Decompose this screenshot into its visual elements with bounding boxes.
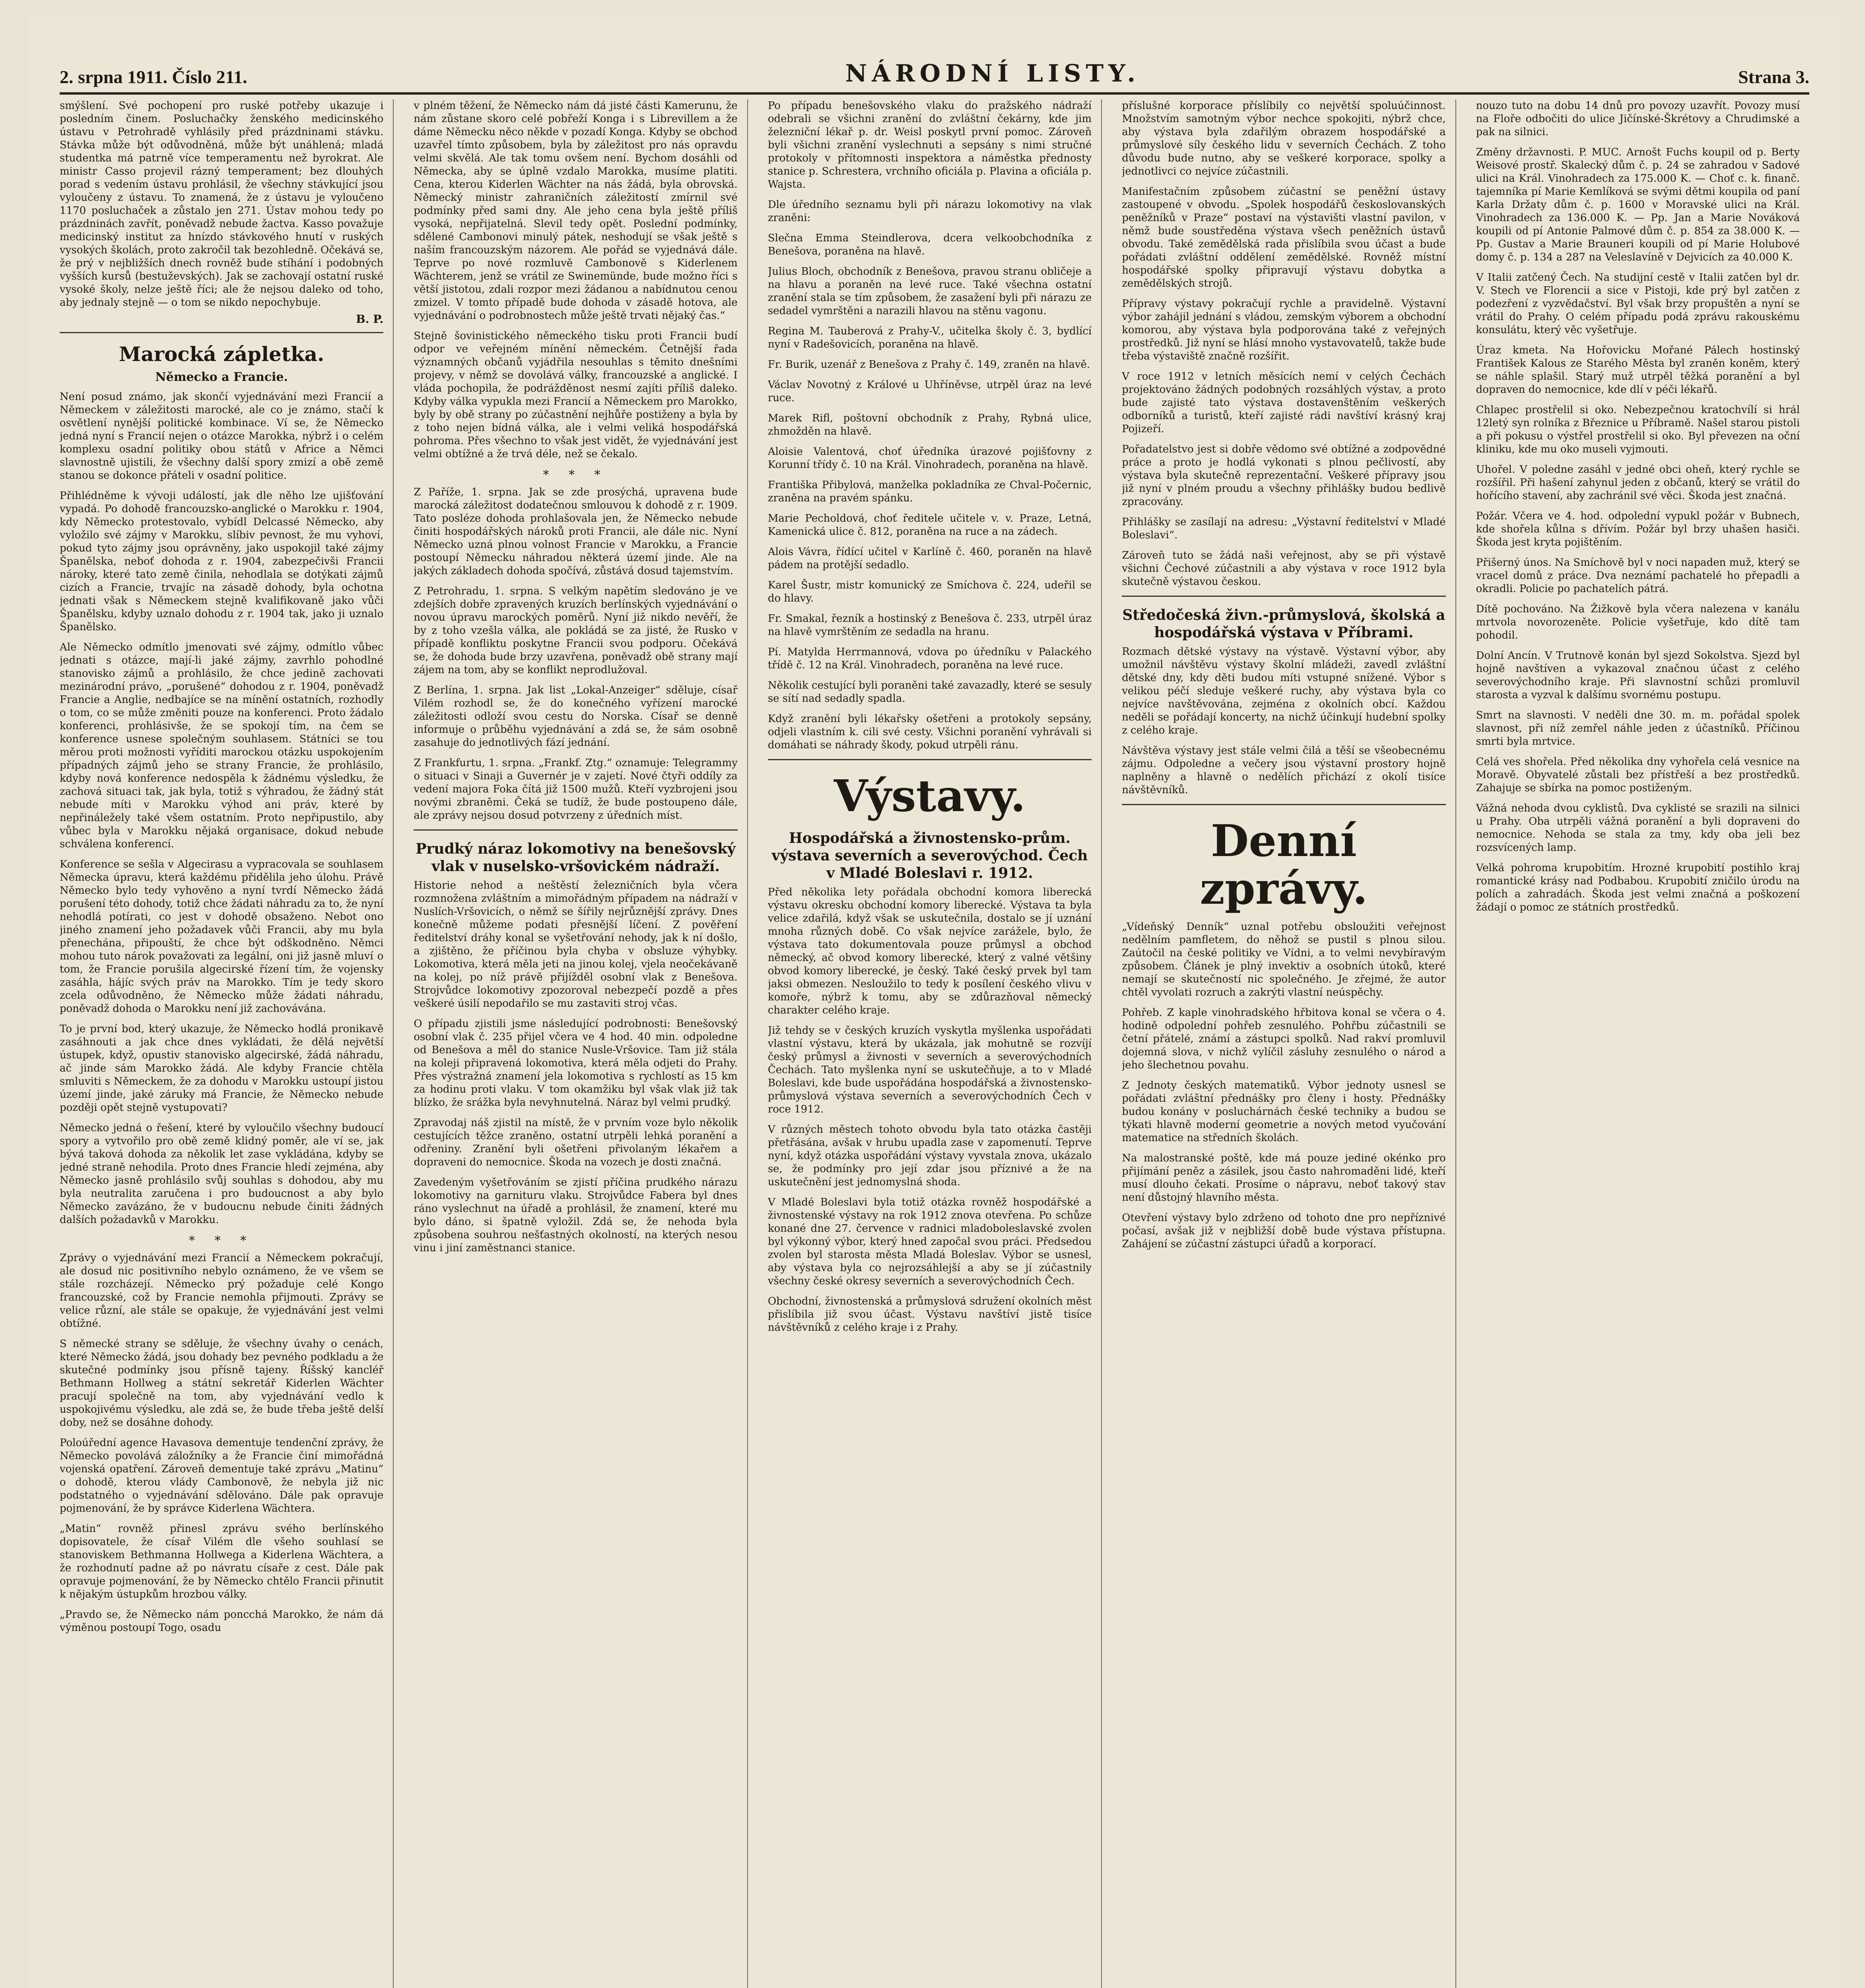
- injured-list-item: Regina M. Tauberová z Prahy-V., učitelka školy č. 3, bydlící nyní v Radešovicích, poraněna na hlavě.: [767, 325, 1092, 350]
- author-signature: B. P.: [356, 313, 384, 326]
- article-headline: Hospodářská a živnostensko-prům. výstava severních a severovýchod. Čech v Mladé Boleslavi r. 1912.: [771, 830, 1088, 881]
- article-paragraph: Otevření výstavy bylo zdrženo od tohoto dne pro nepříznivé počasí, avšak již v nejbližší době bude výstava přístupna. Zahájení se zúčastní zástupci úřadů a korporací.: [1122, 1212, 1446, 1250]
- article-paragraph: Již tehdy se v českých kruzích vyskytla myšlenka uspořádati vlastní výstavu, která by ukázala, jak mohutně se rozvíjí český průmysl a živnosti v severních a severovýchodních Čechách. Tato myšlenka nyní se uskutečňuje, a to v Mladé Boleslavi, kde bude uspořádána hospodářská a živnostensko-průmyslová výstava severních a severovýchodních Čech v roce 1912.: [767, 1025, 1092, 1115]
- news-item: V Italii zatčený Čech. Na studijní cestě v Italii zatčen byl dr. V. Stech ve Florencii a sice v Pistoji, kde prý byl zatčen z podezření z vyzvědačství. Byl však brzy propuštěn a nyní se vrátil do Prahy. O celém případu podá zprávu rakouskému konsulátu, který věc vyšetřuje.: [1476, 272, 1800, 336]
- divider: [1122, 596, 1445, 597]
- article-paragraph: V různých městech tohoto obvodu byla tato otázka častěji přetřásána, avšak v hrubu upadla zase v zapomenutí. Teprve nyní, když otázka uspořádání výstavy vyvstala znova, ukázalo se, že podmínky pro její zdar jsou příznivé a že na uskutečnění jest jednomyslná shoda.: [767, 1124, 1092, 1188]
- injured-list-item: Alois Vávra, řídící učitel v Karlíně č. 460, poraněn na hlavě pádem na protější sedadlo.: [767, 546, 1092, 571]
- divider: [1122, 804, 1445, 805]
- injured-list-item: Aloisie Valentová, choť úředníka úrazové pojišťovny z Korunní třídy č. 10 na Král. Vinohradech, poraněna na hlavě.: [767, 446, 1092, 471]
- article-paragraph: „Vídeňský Denník“ uznal potřebu obsloužiti veřejnost nedělním pamfletem, do něhož se pustil s plnou silou. Zaútočil na české politiky ve Vídni, a to velmi nevybíravým způsobem. Článek je plný invektiv a osobních útoků, které nemají se skutečností nic společného. Je zřejmé, že autor chtěl vyvolati rozruch a zakrýti vlastní neúspěchy.: [1122, 921, 1446, 998]
- divider: [768, 759, 1092, 760]
- newspaper-title: NÁRODNÍ LISTY.: [845, 60, 1140, 87]
- article-paragraph: Zavedeným vyšetřováním se zjistí příčina prudkého nárazu lokomotivy na garnituru vlaku. Strojvůdce Fabera byl dnes ráno vyslechnut na úřadě a prohlásil, že znamení, které mu bylo dáno, si špatně vyložil. Zdá se, že nehoda byla způsobena souhrou nešťastných okolností, na kterých nesou vinu i jiní zaměstnanci stanice.: [414, 1176, 738, 1254]
- section-title: Výstavy.: [833, 770, 1026, 821]
- injured-list-item: Františka Přibylová, manželka pokladníka ze Chval-Počernic, zraněna na pravém spánku.: [767, 479, 1092, 504]
- article-paragraph: Když zranění byli lékařsky ošetřeni a protokoly sepsány, odjeli vlastním k. cili své cesty. Všichni poranění vyhrávali si domáhati se náhrady škody, pokud utrpěli ránu.: [767, 713, 1092, 751]
- article-paragraph: Manifestačním způsobem zúčastní se peněžní ústavy zastoupené v obvodu. „Spolek hospodářů českoslovanských peněžníků v Praze“ postaví na výstavišti vlastní pavilon, v němž bude soustředěna výstava všech peněžních ústavů obvodu. Také zemědělská rada přislíbila svou účast a bude pořádati zvláštní oddělení zemědělské. Rovněž místní hospodářské spolky připravují výstavu dobytka a zemědělských strojů.: [1122, 186, 1446, 289]
- article-paragraph: Dle úředního seznamu byli při nárazu lokomotivy na vlak zraněni:: [767, 199, 1092, 224]
- article-paragraph: Obchodní, živnostenská a průmyslová sdružení okolních měst přislíbila již svou účast. Výstavu navštíví jistě tisíce návštěvníků z celého kraje i z Prahy.: [767, 1295, 1092, 1334]
- article-paragraph: S německé strany se sděluje, že všechny úvahy o cenách, které Německo žádá, jsou dohady bez pevného podkladu a že skutečné podmínky jsou přísně tajeny. Říšský kancléř Bethmann Hollweg a státní sekretář Kiderlen Wächter pracují společně na tom, aby vyjednávání vedlo k uspokojivému výsledku, ale zdá se, že bude třeba ještě delší doby, než se dosáhne dohody.: [60, 1338, 384, 1429]
- column-4: [1122, 99, 1456, 1988]
- news-item: Požár. Včera ve 4. hod. odpolední vypukl požár v Bubnech, kde shořela kůlna s dřívím. Požár byl brzy uhašen hasiči. Škoda jest kryta pojištěním.: [1476, 510, 1800, 548]
- article-headline: Středočeská živn.-průmyslová, školská a hospodářská výstava v Příbrami.: [1122, 607, 1445, 641]
- news-item: Dolní Ancín. V Trutnově konán byl sjezd Sokolstva. Sjezd byl hojně navštíven a vykazoval značnou účast z celého severovýchodního kraje. Při slavnostní schůzi promluvil starosta a vyzval k dalšímu svornému postupu.: [1476, 650, 1800, 701]
- article-paragraph: Zprávy o vyjednávání mezi Francií a Německem pokračují, ale dosud nic positivního nebylo oznámeno, že ve všem se stále rozcházejí. Německo prý požaduje celé Kongo francouzské, což by Francie nemohla přijmouti. Zprávy se velice různí, ale stále se opakuje, že vyjednávání jest velmi obtížné.: [60, 1252, 384, 1330]
- article-paragraph: Přípravy výstavy pokračují rychle a pravidelně. Výstavní výbor zahájil jednání s vládou, zemským výborem a obchodní komorou, aby výstava byla podporována také z veřejných prostředků. Již nyní se hlásí mnoho vystavovatelů, takže bude třeba výstaviště značně rozšířit.: [1122, 298, 1446, 362]
- article-paragraph: Z Berlína, 1. srpna. Jak list „Lokal-Anzeiger“ sděluje, císař Vilém rozhodl se, že do konečného vyřízení marocké záležitosti odloží svou cestu do Norska. Císař se denně informuje o průběhu vyjednávání a zdá se, že sám osobně zasahuje do jednotlivých fází jednání.: [414, 684, 738, 749]
- divider: [414, 829, 737, 831]
- article-paragraph: Historie nehod a neštěstí železničních byla včera rozmnožena zvláštním a mimořádným případem na nádraží v Nuslích-Vršovicích, o němž se šířily nejrůznější zprávy. Dnes konečně můžeme podati přesnější líčení. Z pověření ředitelství dráhy konal se vyšetřování nehody, jak k ní došlo, a zjištěno, že příčinou byla chyba v obsluze výhybky. Lokomotiva, která měla jeti na jinou kolej, vjela neočekávaně na kolej, po níž právě přijížděl osobní vlak z Benešova. Strojvůdce lokomotivy zpozoroval nebezpečí pozdě a přes veškeré úsilí nepodařilo se mu zastaviti stroj včas.: [414, 879, 738, 1010]
- news-item: Uhořel. V poledne zasáhl v jedné obci oheň, který rychle se rozšířil. Při hašení zahynul jeden z občanů, který se vrátil do hořícího stavení, aby zachránil své věci. Škoda jest značná.: [1476, 464, 1800, 502]
- article-paragraph: Pořadatelstvo jest si dobře vědomo své obtížné a zodpovědné práce a proto je hodlá vykonati s plnou pečlivostí, aby výstava byla skutečně reprezentační. Veškeré přípravy jsou již nyní v plném proudu a všechny přihlášky budou bedlivě zpracovány.: [1122, 443, 1446, 508]
- article-paragraph: v plném těžení, že Německo nám dá jisté části Kamerunu, že nám zůstane skoro celé pobřeží Konga i s Librevillem a že dáme Německu něco někde v pozadí Konga. Kdyby se obchod uzavřel tímto způsobem, byla by záležitost pro nás opravdu velmi skvělá. Ale tak tomu ovšem není. Bychom dosáhli od Německa, aby se úplně vzdalo Marokka, musíme platiti. Cena, kterou Kiderlen Wächter na nás žádá, byla obrovská. Německý ministr zahraničních záležitostí zmírnil své podmínky před sami dny. Ale jeho cena byla ještě příliš vysoká, nepřijatelná. Slevil tedy opět. Poslední podmínky, sdělené Cambonovi minulý pátek, neshodují se však ještě s naším francouzským názorem. Ale pořád se vyjednává dále. Teprve po nové rozmluvě Cambonově s Kiderlenem Wächterem, jenž se vrátil ze Swinemünde, bude možno říci s větší jistotou, zdali rozpor mezi žádanou a nabídnutou cenou zmizel. V tomto případě bude dohoda v zásadě hotova, ale vyjednávání o podrobnostech může ještě trvati nějaký čas.“: [414, 100, 738, 322]
- issue-date: 2. srpna 1911. Číslo 211.: [60, 67, 247, 87]
- article-paragraph: Po případu benešovského vlaku do pražského nádraží odebrali se všichni zranění do zvláštní čekárny, kde jim železniční lékař p. dr. Weisl poskytl první pomoc. Zároveň byli všichni zranění vyslechnuti a sepsány s nimi stručné protokoly v přítomnosti inspektora a náměstka přednosty stanice p. Schrestera, vrchního oficiála p. Plavina a oficiála p. Wajsta.: [767, 100, 1092, 190]
- column-1: [60, 99, 394, 1988]
- article-paragraph: Několik cestující byli poraněni také zavazadly, které se sesuly se sítí nad sedadly spadla.: [767, 679, 1092, 705]
- news-item: Vážná nehoda dvou cyklistů. Dva cyklisté se srazili na silnici u Prahy. Oba utrpěli vážná poranění a byli dopraveni do nemocnice. Nehoda se stala za tmy, kdy oba jeli bez rozsvícených lamp.: [1476, 802, 1800, 854]
- news-item: Dítě pochováno. Na Žižkově byla včera nalezena v kanálu mrtvola novorozeněte. Policie vyšetřuje, kdo dítě tam pohodil.: [1476, 603, 1800, 641]
- article-paragraph: Z Frankfurtu, 1. srpna. „Frankf. Ztg.“ oznamuje: Telegrammy o situaci v Sinaji a Guvernér je v zajetí. Nové čtyři oddíly za vedení majora Foka čítá již 1500 mužů. Kteří vyzbrojeni jsou novými zbraněmi. Čeká se tudíž, že bude postoupeno dále, ale zprávy nejsou dosud potvrzeny z úředních míst.: [414, 757, 738, 821]
- injured-list-item: Václav Novotný z Králové u Uhříněvse, utrpěl úraz na levé ruce.: [767, 379, 1092, 404]
- masthead: [60, 44, 1809, 95]
- article-paragraph: Z Jednoty českých matematiků. Výbor jednoty usnesl se pořádati zvláštní přednášky pro členy i hosty. Přednášky budou konány v posluchárnách české techniky a budou se týkati hlavně moderní geometrie a nových metod vyučování matematice na středních školách.: [1122, 1079, 1446, 1144]
- news-item: Změny državnosti. P. MUC. Arnošt Fuchs koupil od p. Berty Weisové prostř. Skalecký dům č. p. 24 se zahradou v Sadové ulici na Král. Vinohradech za 175.000 K. — Choť c. k. finanč. tajemníka pí Marie Kemlíková se svými dětmi koupila od paní Karla Držaty dům č. p. 1600 v Moravské ulici na Král. Vinohradech za 136.000 K. — Pp. Jan a Marie Nováková koupili od pí Antonie Palmové dům č. p. 854 za 38.000 K. — Pp. Gustav a Marie Brauneri koupili od pí Marie Holubové domy č. p. 134 a 287 na Veleslavíně v Dejvicích za 40.000 K.: [1476, 146, 1800, 263]
- news-item: Smrt na slavnosti. V neděli dne 30. m. m. pořádal spolek slavnost, při níž zemřel náhle jeden z účastníků. Příčinou smrti byla mrtvice.: [1476, 709, 1800, 747]
- injured-list-item: Karel Šustr, mistr komunický ze Smíchova č. 224, udeřil se do hlavy.: [767, 579, 1092, 604]
- column-3: [768, 99, 1102, 1988]
- article-paragraph: Z Petrohradu, 1. srpna. S velkým napětím sledováno je ve zdejších dobře zpravených kruzích berlínských vyjednávání o novou úpravu marockých poměrů. Nyní již nikdo nevěří, že by z toho vzešla válka, ale pokládá se za jisté, že Rusko v případě konfliktu poskytne Francii svou podporu. Očekává se, že dohoda bude brzy uzavřena, poněvadž obě strany mají zájem na tom, aby se konflikt neprodlužoval.: [414, 585, 738, 676]
- article-paragraph: Z Paříže, 1. srpna. Jak se zde prosýchá, upravena bude marocká záležitost dodatečnou smlouvou k dohodě z r. 1909. Tato posléze dohoda prohlašovala jen, že Německo nebude činiti hospodářských nároků proti Francii, ale dále nic. Nyní Německo uzná plnou volnost Francie v Marokku, a Francie postoupí Německu náhradou některá území jinde. Ale na jakých základech dohoda spočívá, zůstává dosud tajemstvím.: [414, 486, 738, 577]
- article-paragraph: Přihlášky se zasílají na adresu: „Výstavní ředitelství v Mladé Boleslavi“.: [1122, 516, 1446, 541]
- article-paragraph: V roce 1912 v letních měsících nemí v celých Čechách projektováno žádných podobných rozsáhlých výstav, a proto bude zajisté tato výstava dostavenštěním veškerých odborníků a turistů, kteří zajisté rádi navštíví krásný kraj Pojizeří.: [1122, 371, 1446, 435]
- injured-list-item: Marie Pecholdová, choť ředitele učitele v. v. Praze, Letná, Kamenická ulice č. 812, poraněna na ruce a na zádech.: [767, 513, 1092, 538]
- article-paragraph: Poloúřední agence Havasova dementuje tendenční zprávy, že Německo povolává záložníky a že Francie činí mimořádná vojenská opatření. Zároveň dementuje také zprávu „Matinu“ o dohodě, kterou vlády Cambonově, že nebyla již nic podstatného o vyjednávání sdělováno. Dále pak opravuje pojmenování, že by správce Kiderlena Wächtera.: [60, 1437, 384, 1514]
- columns: [60, 99, 1809, 1988]
- article-paragraph: Přihlédněme k vývoji událostí, jak dle něho lze ujišťování vypadá. Po dohodě francouzsko-anglické o Marokku r. 1904, kdy Německo protestovalo, vybídl Delcassé Německo, aby vyložilo své zájmy v Marokku, slíbiv pevnost, že mu vyhoví, pokud tyto zájmy jsou oprávněny, jako uspokojil také zájmy Španělska, neboť dohoda z r. 1904, zabezpečivši Francii nároky, které tato země činila, nehodlala se dotýkati zájmů cizích a Francie, trvajíc na zásadě dohody, byla ochotna jednati však s Německem stejně kvalifikovaně jako vůči Španělsku, kdyby uznalo dohodu z r. 1904 tak, jako ji uznalo Španělsko.: [60, 490, 384, 633]
- article-paragraph: příslušné korporace příslíbily co největší spoluúčinnost. Množstvím samotným výbor nechce spokojiti, nýbrž chce, aby výstava byla zdařilým obrazem hospodářské a průmyslové síly českého lidu v severních Čechách. Z toho důvodu bude nutno, aby se veškeré korporace, spolky a jednotlivci co nejvíce zúčastnili.: [1122, 100, 1446, 177]
- article-paragraph: V Mladé Boleslavi byla totiž otázka rovněž hospodářské a živnostenské výstavy na rok 1912 znova otevřena. Po schůze konané dne 27. července v radnici mladoboleslavské zvolen byl výkonný výbor, který hned započal svou práci. Předsedou zvolen byl starosta města Mladá Boleslav. Výbor se usnesl, aby výstava byla co nejrozsáhlejší a aby se jí zúčastnily všechny české okresy severních a severovýchodních Čech.: [767, 1196, 1092, 1287]
- article-paragraph: „Matin“ rovněž přinesl zprávu svého berlínského dopisovatele, že císař Vilém dle všeho souhlasí se stanoviskem Bethmanna Hollwega a Kiderlena Wächtera, a že rozhodnutí padne až po návratu císaře z cest. Dále pak opravuje pojmenování, že by Německo chtělo Francii přinutit k nějakým ústupkům hrozbou války.: [60, 1523, 384, 1600]
- article-paragraph: O případu zjistili jsme následující podrobnosti: Benešovský osobní vlak č. 235 přijel včera ve 4 hod. 40 min. odpoledne od Benešova a měl do stanice Nusle-Vršovice. Tam již stála na koleji připravená lokomotiva, která měla odjeti do Prahy. Přes výstražná znamení jela lokomotiva s rychlostí as 15 km za hodinu proti vlaku. V tom okamžiku byl však vlak již tak blízko, že srážka byla nevyhnutelná. Náraz byl velmi prudký.: [414, 1018, 738, 1109]
- article-paragraph: Zpravodaj náš zjistil na místě, že v prvním voze bylo několik cestujících těžce zraněno, ostatní utrpěli lehká poranění a odřeniny. Zranění byli ošetřeni přivolaným lékařem a dopraveni do nemocnice. Škoda na vozech je dosti značná.: [414, 1117, 738, 1168]
- section-separator: * * *: [543, 468, 608, 482]
- injured-list-item: Marek Rifl, poštovní obchodník z Prahy, Rybná ulice, zhmožděn na hlavě.: [767, 412, 1092, 437]
- article-paragraph: „Pravdo se, že Německo nám poncchá Marokko, že nám dá výměnou postoupí Togo, osadu: [60, 1609, 384, 1634]
- article-paragraph: Německo jedná o řešení, které by vyloučilo všechny budoucí spory a vytvořilo pro obě země klidný poměr, ale ví se, jak bývá taková dohoda za několik let zase vykládána, kdyby se jedné straně nehodila. Proto dnes Francie hledí zejména, aby Německo jasně prohlásilo svůj souhlas s dohodou, aby mu byla neutralita zaručena i pro budoucnost a aby bylo Německo zavázáno, že v budoucnu nebude činiti žádných dalších požadavků v Marokku.: [60, 1122, 384, 1226]
- article-subheadline: Německo a Francie.: [155, 370, 288, 384]
- news-item: Velká pohroma krupobitím. Hrozné krupobití postihlo kraj romantické krásy nad Podbabou. Krupobití zničilo úrodu na polích a zahradách. Škoda jest velmi značná a poškození žádají o pomoc ze státních prostředků.: [1476, 862, 1800, 913]
- article-headline: Prudký náraz lokomotivy na benešovský vlak v nuselsko-vršovickém nádraží.: [416, 841, 736, 875]
- article-paragraph: Na malostranské poště, kde má pouze jediné okénko pro přijímání peněz a zásilek, jsou často nahromaděni lidé, kteří musí dlouho čekati. Prosíme o nápravu, neboť takový stav není důstojný hlavního města.: [1122, 1152, 1446, 1204]
- section-separator: * * *: [189, 1234, 254, 1248]
- divider: [60, 332, 383, 333]
- article-paragraph: Zároveň tuto se žádá naši veřejnost, aby se při výstavě všichni Čechové zúčastnili a aby výstava v roce 1912 byla skutečně výstavou českou.: [1122, 549, 1446, 588]
- article-paragraph: Před několika lety pořádala obchodní komora liberecká výstavu okresku obchodní komory liberecké. Výstava ta byla velice zdařilá, když však se uskutečnila, dostalo se jí uznání mnoha různých době. Co však nejvíce zarážele, bylo, že výstava tato dokumentovala pouze průmysl a obchod německý, ač obvod komory liberecké, který z valné většiny obvod komory liberecké, je český. Také český prvek byl tam jaksi obmezen. Nesloužilo to tedy k posílení českého vlivu v komoře, nýbrž k tomu, aby se zdůrazňoval německý charakter celého kraje.: [767, 886, 1092, 1016]
- injured-list-item: Pí. Matylda Herrmannová, vdova po úředníku v Palackého třídě č. 12 na Král. Vinohradech, poraněna na levé ruce.: [767, 646, 1092, 671]
- article-paragraph: Stejně šovinistického německého tisku proti Francii budí odpor ve veřejném mínění německém. Četnější řada významných občanů vyjádřila nesouhlas s těmito dnešními projevy, v němž se dovolává války, francouzské a anglické. I vláda pochopila, že podrážděnost nesmí zajíti příliš daleko. Kdyby válka vypukla mezi Francií a Německem pro Marokko, byly by obě strany po zúčastnění nejhůře postiženy a byla by z toho nejen bídná válka, ale i velmi veliká hospodářská pohroma. Přes všechno to však jest vidět, že vyjednávání jest velmi obtížné a že trvá déle, než se čekalo.: [414, 330, 738, 460]
- article-headline: Marocká zápletka.: [119, 342, 324, 366]
- news-item: Úraz kmeta. Na Hořovicku Mořané Pálech hostinský František Kalous ze Starého Města byl zraněn koněm, který se náhle splašil. Starý muž utrpěl těžká poranění a byl dopraven do nemocnice, kde dlí v péči lékařů.: [1476, 344, 1800, 396]
- column-2: [414, 99, 748, 1988]
- injured-list-item: Julius Bloch, obchodník z Benešova, pravou stranu obličeje a na hlavu a poraněn na levé ruce. Také všechna ostatní zranění stala se tím způsobem, že zasažení byli při nárazu ze sedadel vymrštěni a narazili hlavou na stěnu vagonu.: [767, 266, 1092, 317]
- column-5: [1476, 99, 1809, 1988]
- article-text: smýšlení. Své pochopení pro ruské potřeby ukazuje i posledním činem. Posluchačky ženského medicinského ústavu v Petrohradě vyhlásily před prázdninami stávku. Stávka může být odůvodněná, může být unáhlená; mladá studentka má patrně více temperamentu než byrokrat. Ale ministr Casso projevil rázný temperament; bez dlouhých porad s vedením ústavu prohlásil, že všechny stávkující jsou vyloučeny z ústavu. To znamená, že z ústavu je vyloučeno 1170 posluchaček a zůstalo jen 271. Ústav mohou tedy po prázdninách zavřít, poněvadž nebude žactva. Kasso považuje medicinský institut za hnízdo stávkového hnutí v ruských vysokých školách, proto zakročil tak bezohledně. Očekává se, že prý v nejbližších dnech rovněž bude stíhání i podobných vyšších kursů (bestuževských). Jak se zachovají ostatní ruské vysoké školy, nelze ještě říci; ale že nejsou daleko od toho, aby jednaly stejně — o tom se nikdo nepochybuje.: [60, 100, 384, 309]
- article-paragraph: Není posud známo, jak skončí vyjednávání mezi Francií a Německem v záležitosti marocké, ale co je známo, stačí k osvětlení nynější politické kombinace. Ví se, že Německo jedná nyní s Francií nejen o otázce Marokka, nýbrž i o celém komplexu osadní politiky obou států v Africe a Němci slavnostně ujistili, že všechny další spory zmizí a obě země stanou se dokonce přáteli v osadní politice.: [60, 391, 384, 481]
- newspaper-page: [28, 16, 1841, 1988]
- article-paragraph: To je první bod, který ukazuje, že Německo hodlá pronikavě zasáhnouti a jak chce dnes vykládati, že dělá největší ústupek, když, opustiv stanovisko algecirské, žádá náhradu, ač jinde sám Marokko žádá. Ale kdyby Francie chtěla smluviti s Německem, že za dohodu v Marokku ustoupí jistou území jinde, jaké záruky má Francie, že Německo nebude později opět stejně vystupovati?: [60, 1023, 384, 1114]
- news-item: Chlapec prostřelil si oko. Nebezpečnou kratochvílí si hrál 12letý syn rolníka z Březnice u Příbramě. Našel starou pistoli a při pokusu o výstřel prostřelil si oko. Byl převezen na oční kliniku, kde mu oko museli vyjmouti.: [1476, 404, 1800, 455]
- injured-list-item: Fr. Smakal, řezník a hostinský z Benešova č. 233, utrpěl úraz na hlavě vymrštěním ze sedadla na hranu.: [767, 613, 1092, 638]
- article-paragraph: Konference se sešla v Algecirasu a vypracovala se souhlasem Německa úpravu, která každému přidělila jeho úlohu. Právě Německo bylo tedy vyhověno a nyní tvrdí Německo žádá porušení této dohody, totiž chce žádati náhradu za to, že nyní nehodlá potírati, co jest v dohodě obsaženo. Nebot ono jiného znamení jeho požadavek vůči Francii, aby mu byla přenechána, připouští, že chce být odškodněno. Němci mohou tuto nárok považovati za legální, oni již jasně mluví o tom, že Francie porušila algecirské řízení tím, že vojensky zasáhla, hájíc svých práv na Marokko. Tím je tedy skoro zcela odůvodněno, že Německo může žádati náhradu, poněvadž dohoda o Marokku není již zachovávána.: [60, 858, 384, 1015]
- article-paragraph: Rozmach dětské výstavy na výstavě. Výstavní výbor, aby umožnil návštěvu výstavy školní mládeži, zavedl zvláštní dětské dny, kdy děti budou míti vstupné snížené. Výbor s velikou péčí sleduje veškeré ruchy, aby výstava byla co nejvíce navštěvována, zejména z okolních obcí. Každou neděli se pořádají koncerty, na nichž účinkují hudební spolky z celého kraje.: [1122, 646, 1446, 736]
- section-title: Denní zprávy.: [1200, 815, 1368, 914]
- article-paragraph: Pohřeb. Z kaple vinohradského hřbitova konal se včera o 4. hodině odpolední pohřeb zesnulého. Pohřbu zúčastnili se četní přátelé, známí a zástupci spolků. Nad rakví promluvil dojemná slova, v nichž vylíčil zásluhy zesnulého o národ a jeho šlechetnou povahu.: [1122, 1007, 1446, 1071]
- news-item: Přišerný únos. Na Smíchově byl v noci napaden muž, který se vracel domů z práce. Dva neznámí pachatelé ho přepadli a okradli. Policie po pachatelích pátrá.: [1476, 557, 1800, 595]
- injured-list-item: Slečna Emma Steindlerova, dcera velkoobchodníka z Benešova, poraněna na hlavě.: [767, 232, 1092, 257]
- article-paragraph: Ale Německo odmítlo jmenovati své zájmy, odmítlo vůbec jednati s otázce, mají-li jaké zájmy, zavrhlo pohodlné stanovisko zájmů a prohlásilo, že chce jedině zachovati mezinárodní právo, „porušené“ dohodou z r. 1904, poněvadž Francie a Anglie, nedbajíce se na mínění ostatních, rozhodly o tom, co se může změniti pouze na konferenci. Proto žádalo konferenci, prohlásivše, že se spokojí tím, na čem se konference usnese společným souhlasem. Státníci se tou měrou proti možnosti vyříditi marockou otázku uspokojením případných zájmů jeho se strany Francie, že prohlásilo, kdyby nová konference nedospěla k žádnému výsledku, že zachová situaci tak, jak byla, totiž s výhradou, že žádný stát nebude míti v Marokku výhod ani práv, které by nepřináležely také všem ostatním. Proto nepřipustilo, aby vůbec byla v Marokku nějaká organisace, dokud nebude schválena konferencí.: [60, 641, 384, 850]
- injured-list-item: Fr. Burik, uzenář z Benešova z Prahy č. 149, zraněn na hlavě.: [767, 359, 1090, 371]
- news-item: nouzo tuto na dobu 14 dnů pro povozy uzavřít. Povozy musí na Floře odbočiti do ulice Jičínské-Škrétovy a Chrudimské a pak na silnici.: [1476, 100, 1800, 138]
- page-number: Strana 3.: [1738, 67, 1809, 87]
- article-paragraph: Návštěva výstavy jest stále velmi čilá a těší se všeobecnému zájmu. Odpoledne a večery jsou výstavní prostory hojně naplněny a hlavně o nedělích přichází z okolí tisíce návštěvníků.: [1122, 745, 1446, 796]
- news-item: Celá ves shořela. Před několika dny vyhořela celá vesnice na Moravě. Obyvatelé zůstali bez přístřeší a bez prostředků. Zahajuje se sbírka na pomoc postiženým.: [1476, 756, 1800, 794]
